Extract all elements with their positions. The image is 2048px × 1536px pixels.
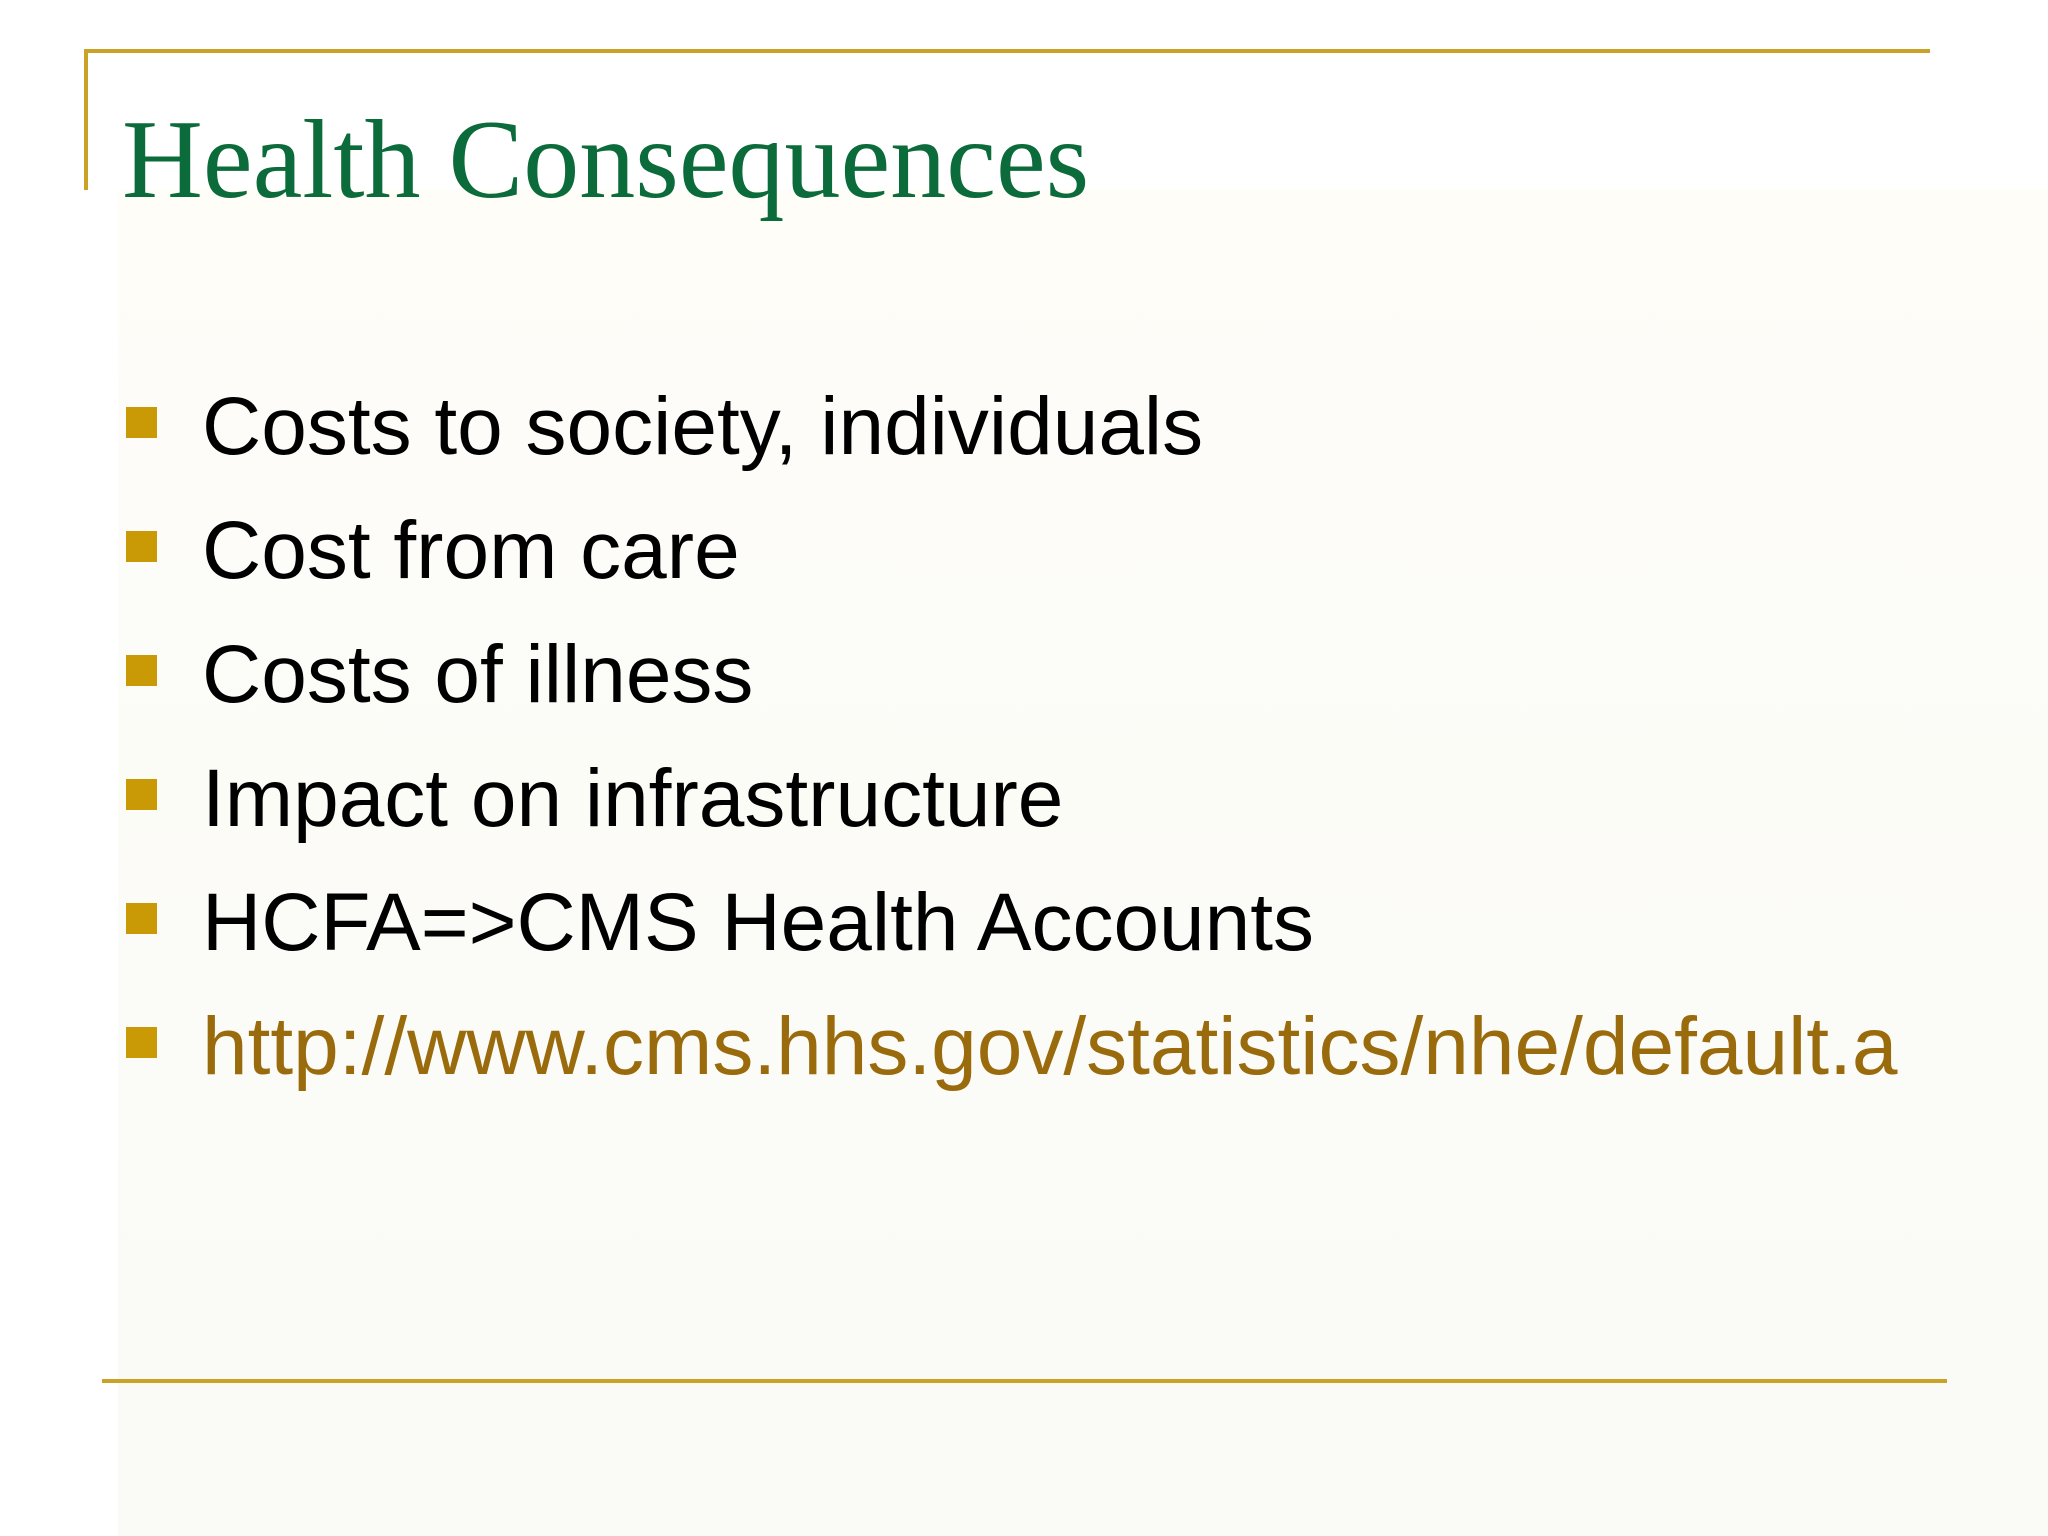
square-bullet-icon [126, 655, 157, 686]
bullet-text: Costs of illness [202, 629, 754, 720]
top-border-line [84, 49, 1930, 53]
square-bullet-icon [126, 1027, 157, 1058]
square-bullet-icon [126, 531, 157, 562]
bottom-border-line [102, 1379, 1947, 1383]
square-bullet-icon [126, 903, 157, 934]
bullet-item-link [126, 985, 1930, 1109]
slide-title: Health Consequences [122, 98, 1090, 222]
bullet-list [126, 365, 1930, 1109]
bullet-text: Impact on infrastructure [202, 753, 1064, 844]
bullet-text: HCFA=>CMS Health Accounts [202, 877, 1315, 968]
square-bullet-icon [126, 407, 157, 438]
cms-statistics-link[interactable]: http://www.cms.hhs.gov/statistics/nhe/default.a [202, 1001, 1898, 1092]
bullet-item [126, 861, 1930, 985]
bullet-item [126, 365, 1930, 489]
bullet-item [126, 489, 1930, 613]
square-bullet-icon [126, 779, 157, 810]
bullet-item [126, 737, 1930, 861]
bullet-item [126, 613, 1930, 737]
bullet-text: Cost from care [202, 505, 740, 596]
left-border-line [84, 49, 88, 190]
bullet-text: Costs to society, individuals [202, 381, 1204, 472]
